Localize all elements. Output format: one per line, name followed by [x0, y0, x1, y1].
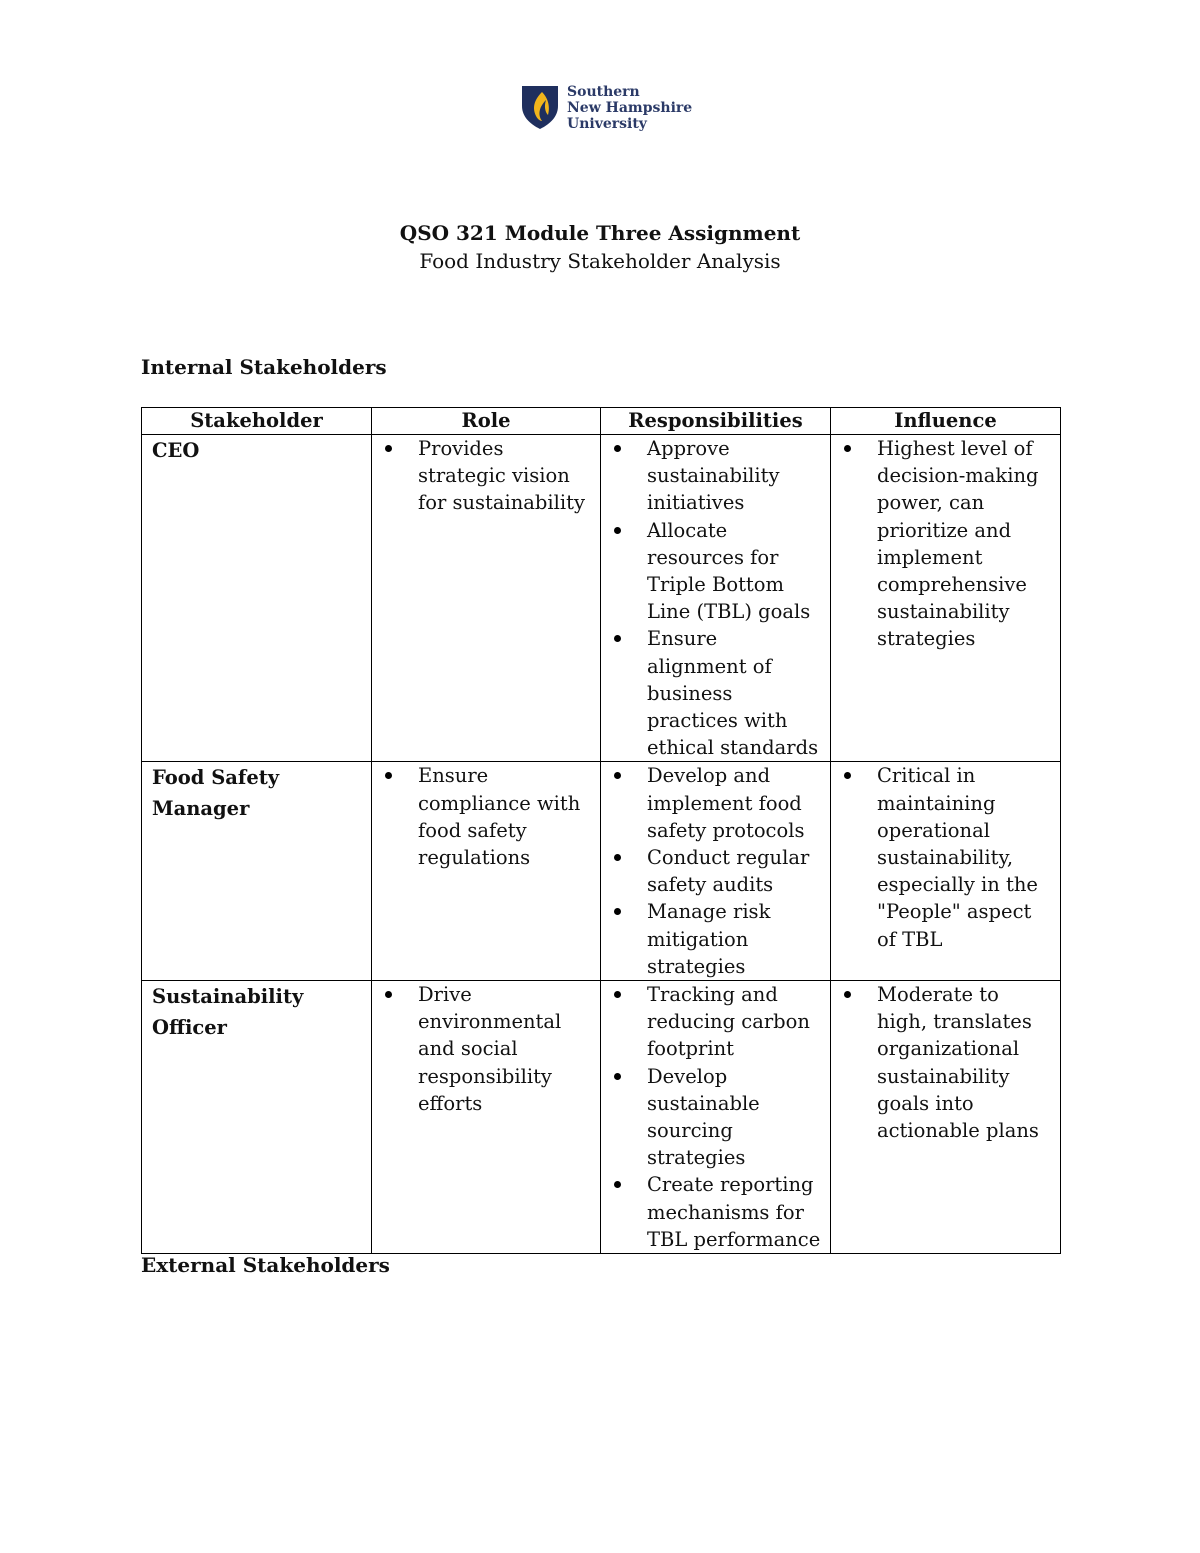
list-item: Allocate resources for Triple Bottom Line (TBL) goals	[611, 517, 822, 626]
shield-flame-icon	[520, 84, 560, 130]
influence-cell	[831, 435, 1061, 762]
column-header-stakeholder: Stakeholder	[142, 408, 372, 435]
list-item: Provides strategic vision for sustainability	[382, 435, 592, 517]
responsibilities-cell	[601, 435, 831, 762]
internal-stakeholders-heading: Internal Stakeholders	[141, 355, 387, 379]
external-stakeholders-heading: External Stakeholders	[141, 1253, 390, 1277]
logo-wordmark	[567, 84, 692, 132]
document-title: QSO 321 Module Three Assignment	[399, 221, 801, 245]
list-item: Moderate to high, translates organizational sustainability goals into actionable plans	[841, 981, 1052, 1144]
title-block	[0, 219, 1200, 275]
list-item: Drive environmental and social responsibility efforts	[382, 981, 592, 1117]
role-cell	[372, 435, 601, 762]
list-item: Approve sustainability initiatives	[611, 435, 822, 517]
role-cell	[372, 762, 601, 981]
list-item: Develop and implement food safety protocols	[611, 762, 822, 844]
column-header-responsibilities: Responsibilities	[601, 408, 831, 435]
stakeholder-name: Sustainability Officer	[142, 981, 372, 1254]
university-logo	[520, 84, 693, 134]
list-item: Create reporting mechanisms for TBL performance	[611, 1171, 822, 1253]
list-item: Ensure alignment of business practices with ethical standards	[611, 625, 822, 761]
table-header-row	[142, 408, 1061, 435]
influence-cell	[831, 981, 1061, 1254]
stakeholder-name: CEO	[142, 435, 372, 762]
list-item: Highest level of decision-making power, can prioritize and implement comprehensive sustainability strategies	[841, 435, 1052, 653]
list-item: Tracking and reducing carbon footprint	[611, 981, 822, 1063]
role-cell	[372, 981, 601, 1254]
stakeholder-name: Food Safety Manager	[142, 762, 372, 981]
logo-line: University	[567, 116, 647, 132]
logo-line: New Hampshire	[567, 100, 693, 116]
document-subtitle: Food Industry Stakeholder Analysis	[419, 249, 781, 273]
list-item: Conduct regular safety audits	[611, 844, 822, 898]
influence-cell	[831, 762, 1061, 981]
table-row	[142, 981, 1061, 1254]
table-row	[142, 435, 1061, 762]
list-item: Develop sustainable sourcing strategies	[611, 1063, 822, 1172]
list-item: Manage risk mitigation strategies	[611, 898, 822, 980]
responsibilities-cell	[601, 762, 831, 981]
logo-line: Southern	[567, 84, 640, 100]
column-header-role: Role	[372, 408, 601, 435]
column-header-influence: Influence	[831, 408, 1061, 435]
list-item: Ensure compliance with food safety regulations	[382, 762, 592, 871]
responsibilities-cell	[601, 981, 831, 1254]
list-item: Critical in maintaining operational sustainability, especially in the "People" aspect of TBL	[841, 762, 1052, 952]
table-row	[142, 762, 1061, 981]
stakeholder-table	[141, 407, 1061, 1254]
